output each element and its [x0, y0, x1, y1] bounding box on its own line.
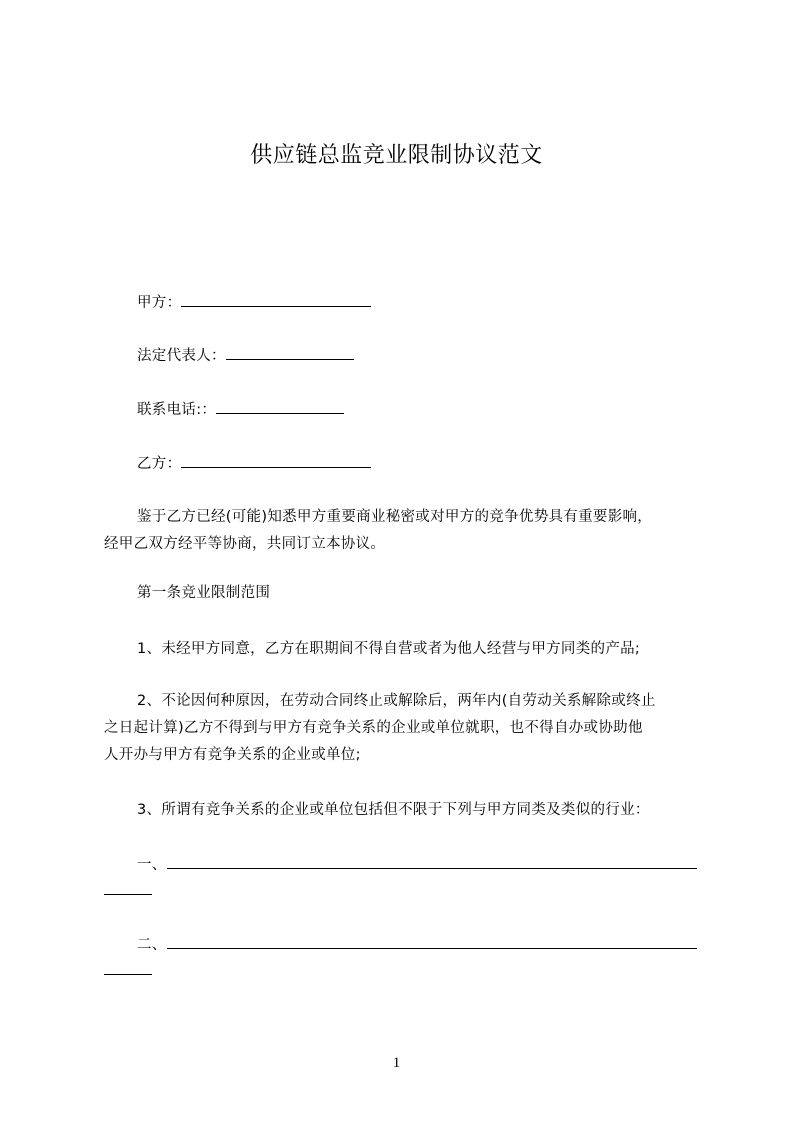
clause-2-line-3: 人开办与甲方有竞争关系的企业或单位;	[104, 747, 361, 763]
party-b-blank	[181, 453, 371, 468]
clause-2-line-2: 之日起计算)乙方不得到与甲方有竞争关系的企业或单位就职，也不得自办或协助他	[104, 720, 643, 736]
preamble-line-1: 鉴于乙方已经(可能)知悉甲方重要商业秘密或对甲方的竞争优势具有重要影响，	[137, 509, 653, 525]
party-a-label: 甲方：	[137, 295, 182, 311]
item-1-continuation	[104, 880, 152, 901]
item-2-field	[137, 934, 697, 955]
legal-rep-field	[137, 345, 354, 366]
phone-blank	[216, 399, 344, 414]
item-2-continuation	[104, 960, 152, 981]
legal-rep-blank	[226, 345, 354, 360]
party-a-field	[137, 292, 371, 313]
phone-label: 联系电话:：	[137, 402, 217, 418]
clause-2-line-1: 2、不论因何种原因，在劳动合同终止或解除后，两年内(自劳动关系解除或终止	[137, 693, 656, 709]
legal-rep-label: 法定代表人：	[137, 348, 226, 364]
item-2-blank-continuation	[104, 960, 152, 975]
page-number: 1	[392, 1055, 401, 1071]
item-1-label: 一、	[137, 857, 167, 873]
clause-3: 3、所谓有竞争关系的企业或单位包括但不限于下列与甲方同类及类似的行业：	[137, 802, 650, 818]
item-1-blank	[167, 854, 697, 869]
document-title: 供应链总监竞业限制协议范文	[250, 143, 543, 168]
preamble-line-2: 经甲乙双方经平等协商，共同订立本协议。	[104, 536, 386, 552]
clause-1: 1、未经甲方同意，乙方在职期间不得自营或者为他人经营与甲方同类的产品;	[137, 641, 641, 657]
party-a-blank	[181, 292, 371, 307]
article-1-heading: 第一条竞业限制范围	[137, 585, 271, 601]
phone-field	[137, 399, 344, 420]
party-b-label: 乙方：	[137, 456, 182, 472]
party-b-field	[137, 453, 371, 474]
item-1-blank-continuation	[104, 880, 152, 895]
item-2-blank	[167, 934, 697, 949]
item-1-field	[137, 854, 697, 875]
item-2-label: 二、	[137, 937, 167, 953]
